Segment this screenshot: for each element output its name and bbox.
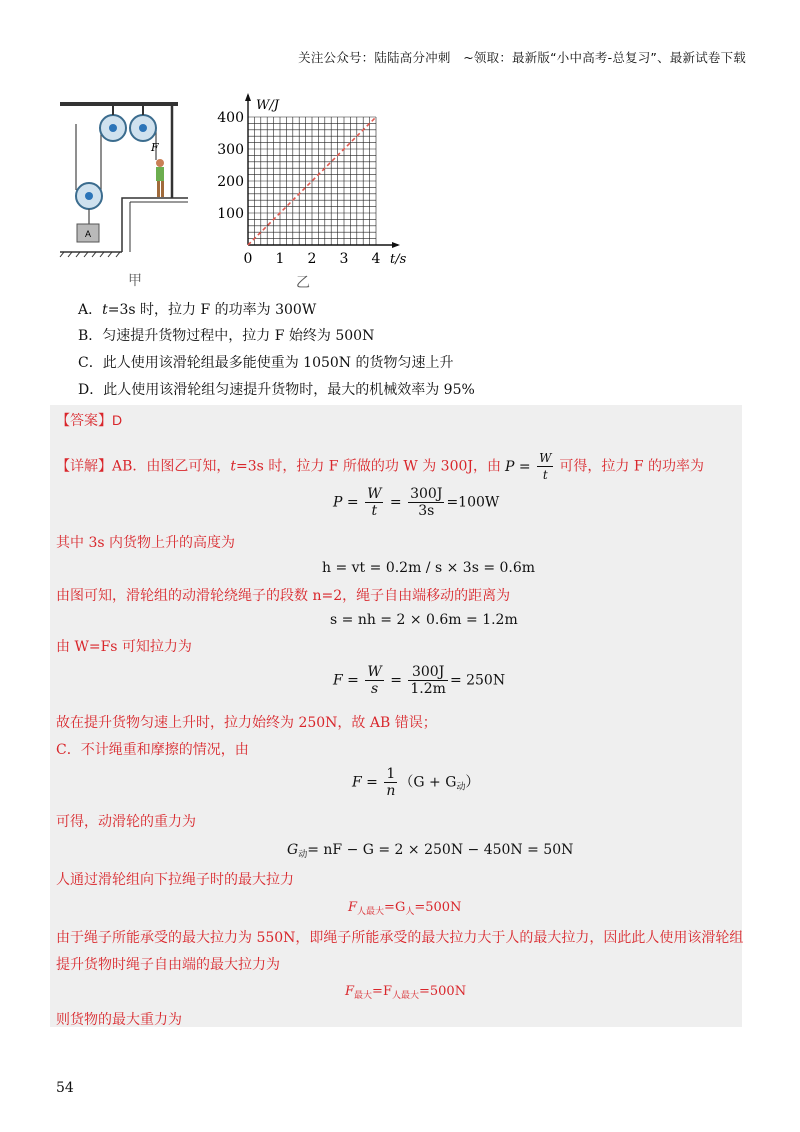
x-tick-label: 0	[243, 251, 253, 267]
answer: 【答案】D	[56, 412, 123, 429]
x-tick-label: 1	[275, 251, 285, 267]
option-b: B．匀速提升货物过程中，拉力 F 始终为 500N	[78, 328, 375, 344]
x-axis-arrow	[392, 242, 400, 248]
figure	[58, 90, 418, 295]
figure-svg	[58, 90, 418, 295]
y-tick-label: 200	[217, 174, 244, 190]
block-label: A	[84, 229, 92, 239]
detail-intro: 【详解】AB．由图乙可知，t=3s 时，拉力 F 所做的功 W 为 300J，由 P = $\frac{W}{t}$ 可得，拉力 F 的功率为	[56, 451, 705, 482]
chart	[217, 93, 406, 267]
option-d: D．此人使用该滑轮组匀速提升货物时，最大的机械效率为 95%	[78, 382, 475, 398]
detail-line-4: 由 W=Fs 可知拉力为	[56, 639, 192, 655]
equation-power: P = $\frac{W}{t}$ = $\frac{300J}{3s}$ =100W	[333, 486, 500, 519]
y-tick-label: 300	[217, 142, 244, 158]
page-number: 54	[56, 1080, 74, 1096]
detail-line-2: 其中 3s 内货物上升的高度为	[56, 535, 235, 551]
label-yi: 乙	[296, 275, 310, 291]
option-c: C．此人使用该滑轮组最多能使重为 1050N 的货物匀速上升	[78, 355, 454, 371]
y-axis-arrow	[245, 93, 251, 101]
detail-line-6: C．不计绳重和摩擦的情况，由	[56, 742, 249, 758]
force-label: F	[151, 141, 159, 154]
detail-line-5: 故在提升货物匀速上升时，拉力始终为 250N，故 AB 错误；	[56, 715, 437, 731]
equation-person-max: $F_{人最大}=G_人=500N$	[348, 900, 462, 917]
page-header: 关注公众号：陆陆高分冲刺 ~领取：最新版“小中高考-总复习”、最新试卷下载	[298, 50, 746, 65]
detail-line-8: 人通过滑轮组向下拉绳子时的最大拉力	[56, 872, 294, 888]
detail-line-9: 由于绳子所能承受的最大拉力为 550N，即绳子所能承受的最大拉力大于人的最大拉力，因此此人使用该滑轮组	[56, 930, 744, 946]
equation-pulley-weight: $G_动=$ nF − G = 2 × 250N − 450N = 50N	[287, 842, 574, 860]
option-a: A．t=3s 时，拉力 F 的功率为 300W	[78, 302, 317, 318]
x-tick-label: 4	[371, 251, 381, 267]
y-axis-label: W/J	[256, 98, 279, 113]
x-tick-label: 3	[339, 251, 349, 267]
y-tick-label: 400	[217, 110, 244, 126]
x-axis-label: t/s	[390, 252, 407, 267]
detail-line-10: 提升货物时绳子自由端的最大拉力为	[56, 957, 280, 973]
label-jia: 甲	[128, 273, 142, 289]
y-tick-label: 100	[217, 206, 244, 222]
detail-line-3: 由图可知，滑轮组的动滑轮绕绳子的段数 n=2，绳子自由端移动的距离为	[56, 588, 511, 604]
equation-rope-max: $F_{最大}=F_{人最大}=500N$	[345, 984, 467, 1001]
equation-distance: s = nh = 2 × 0.6m = 1.2m	[330, 612, 518, 628]
fixed-pulley-icon	[100, 106, 156, 141]
x-tick-label: 2	[307, 251, 317, 267]
equation-height: h = vt = 0.2m / s × 3s = 0.6m	[322, 560, 536, 576]
person-icon	[156, 159, 164, 197]
detail-line-7: 可得，动滑轮的重力为	[56, 814, 196, 830]
pulley-diagram	[60, 102, 188, 289]
detail-line-11: 则货物的最大重力为	[56, 1012, 182, 1028]
equation-pulley: F = $\frac{1}{n}$ $(G + G_动)$	[352, 766, 480, 799]
movable-pulley-icon	[76, 183, 102, 224]
equation-force: F = $\frac{W}{s}$ = $\frac{300J}{1.2m}$ = 250N	[333, 664, 506, 697]
